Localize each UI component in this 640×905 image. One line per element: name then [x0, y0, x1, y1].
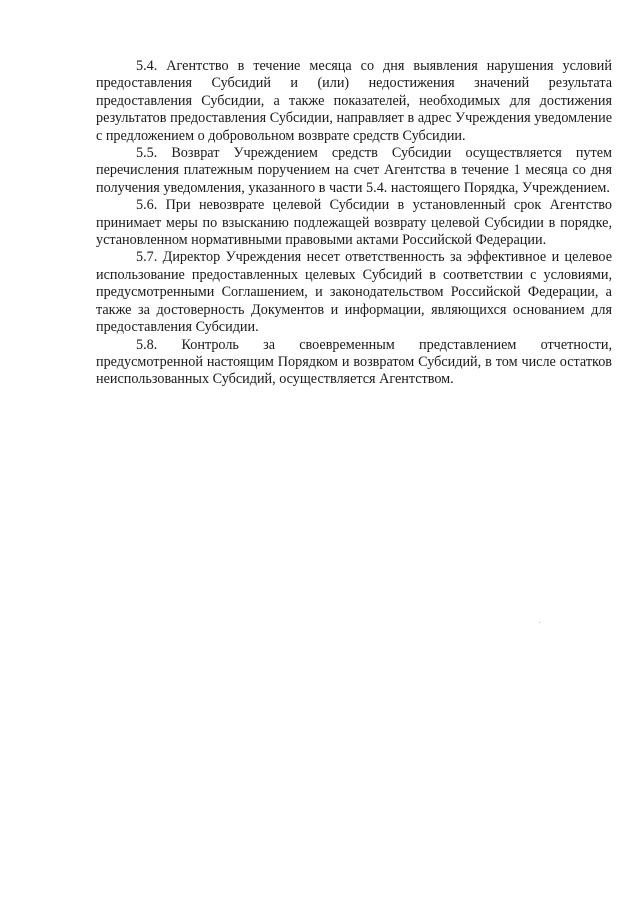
paragraph-5-5: 5.5. Возврат Учреждением средств Субсидии осуществляется путем перечисления платежным поручением на счет Агентства в течение 1 месяца со дня получения уведомления, указанного в части 5.4. настоящего Порядка, Учреждением.: [96, 145, 612, 196]
paragraph-5-6: 5.6. При невозврате целевой Субсидии в установленный срок Агентство принимает меры по взысканию подлежащей возврату целевой Субсидии в порядке, установленном нормативными правовыми актами Российской Федерации.: [96, 197, 612, 249]
paragraph-5-8: 5.8. Контроль за своевременным представлением отчетности, предусмотренной настоящим Порядком и возвратом Субсидий, в том числе остатков неиспользованных Субсидий, осуществляется Агентством.: [96, 336, 612, 388]
paragraph-5-7: 5.7. Директор Учреждения несет ответственность за эффективное и целевое использование предоставленных целевых Субсидий в соответствии с условиями, предусмотренными Соглашением, и законодательством Российской Федерации, а также за достоверность Документов и информации, являющихся основанием для предоставления Субсидии.: [96, 249, 612, 336]
scan-speck: [539, 622, 540, 623]
paragraph-5-4: 5.4. Агентство в течение месяца со дня выявления нарушения условий предоставления Субсидий и (или) недостижения значений результата предоставления Субсидии, а также показателей, необходимых для достижения результатов предоставления Субсидии, направляет в адрес Учреждения уведомление с предложением о добровольном возврате средств Субсидии.: [96, 58, 612, 144]
document-body: [96, 58, 612, 389]
